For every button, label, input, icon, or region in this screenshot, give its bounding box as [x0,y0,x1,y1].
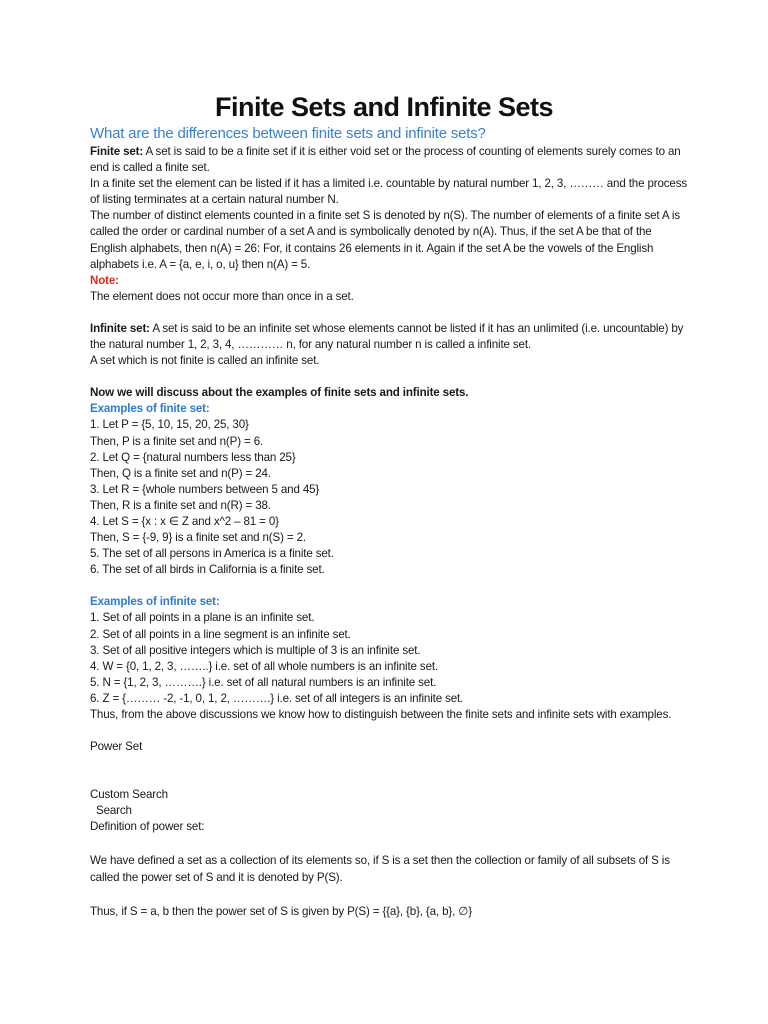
finite-set-paragraph-3: The number of distinct elements counted in a finite set S is denoted by n(S). The number of elements of a finite set A is called the order or cardinal number of a set A and is symbolically denoted by n(A). Thus, if the set A be that of the English alphabets, then n(A) = 26: For, it contains 26 elements in it. Again if the set A be the vowels of the English alphabets i.e. A = {a, e, i, o, u} then n(A) = 5. [90,209,680,271]
examples-intro: Now we will discuss about the examples of finite sets and infinite sets. [90,386,469,400]
infinite-set-term: Infinite set: [90,321,150,335]
infinite-example-line: 6. Z = {……… -2, -1, 0, 1, 2, ……….} i.e. set of all integers is an infinite set. [90,691,464,705]
spacer [90,835,690,853]
note-text: The element does not occur more than once in a set. [90,289,354,303]
spacer [90,578,690,594]
search-button[interactable]: Search [96,804,132,818]
infinite-set-def-text: A set is said to be an infinite set whose elements cannot be listed if it has an unlimited (i.e. uncountable) by the natural number 1, 2, 3, 4, ………… n, for any natural number n is called a infinite set. [90,321,684,352]
custom-search-label: Custom Search [90,788,168,802]
finite-example-line: 4. Let S = {x : x ∈ Z and x^2 – 81 = 0} [90,514,279,528]
finite-example-line: Then, Q is a finite set and n(P) = 24. [90,466,271,480]
finite-example-line: 1. Let P = {5, 10, 15, 20, 25, 30} [90,418,249,432]
infinite-example-line: 1. Set of all points in a plane is an infinite set. [90,611,315,625]
power-set-paragraph-2: Thus, if S = a, b then the power set of S is given by P(S) = {{a}, {b}, {a, b}, ∅} [90,904,472,918]
infinite-example-line: 5. N = {1, 2, 3, ……….} i.e. set of all natural numbers is an infinite set. [90,675,437,689]
spacer [90,305,690,321]
spacer [90,886,690,904]
finite-example-line: 6. The set of all birds in California is a finite set. [90,563,325,577]
spacer [90,723,690,739]
spacer [90,755,690,787]
page-title: Finite Sets and Infinite Sets [214,92,554,122]
finite-examples-heading: Examples of finite set: [90,402,210,416]
infinite-example-line: 4. W = {0, 1, 2, 3, ……..} i.e. set of all whole numbers is an infinite set. [90,659,439,673]
finite-example-line: Then, S = {-9, 9} is a finite set and n(S) = 2. [90,531,306,545]
infinite-set-paragraph-2: A set which is not finite is called an infinite set. [90,354,320,368]
finite-set-term: Finite set: [90,145,144,158]
spacer [90,369,690,385]
power-set-definition-heading: Definition of power set: [90,820,205,834]
finite-example-line: Then, P is a finite set and n(P) = 6. [90,434,264,448]
infinite-examples-conclusion: Thus, from the above discussions we know how to distinguish between the finite sets and infinite sets with examples. [90,708,672,721]
subtitle: What are the differences between finite sets and infinite sets? [90,125,486,142]
finite-set-definition [90,144,690,176]
infinite-example-line: 2. Set of all points in a line segment is an infinite set. [90,627,351,641]
document-body [90,124,690,920]
finite-example-line: 5. The set of all persons in America is a finite set. [90,547,334,561]
infinite-examples-heading: Examples of infinite set: [90,595,220,609]
finite-example-line: Then, R is a finite set and n(R) = 38. [90,498,271,512]
infinite-example-line: 3. Set of all positive integers which is multiple of 3 is an infinite set. [90,643,421,657]
finite-example-line: 2. Let Q = {natural numbers less than 25} [90,450,296,464]
finite-set-paragraph-2: In a finite set the element can be listed if it has a limited i.e. countable by natural number 1, 2, 3, ……… and the process of listing terminates at a certain natural number N. [90,177,687,207]
note-label: Note: [90,273,119,287]
power-set-heading: Power Set [90,740,143,754]
infinite-set-definition [90,321,690,353]
power-set-paragraph-1: We have defined a set as a collection of its elements so, if S is a set then the collection or family of all subsets of S is called the power set of S and it is denoted by P(S). [90,854,670,884]
finite-example-line: 3. Let R = {whole numbers between 5 and 45} [90,482,320,496]
finite-set-def-text: A set is said to be a finite set if it is either void set or the process of counting of elements surely comes to an end is called a finite set. [90,145,681,175]
